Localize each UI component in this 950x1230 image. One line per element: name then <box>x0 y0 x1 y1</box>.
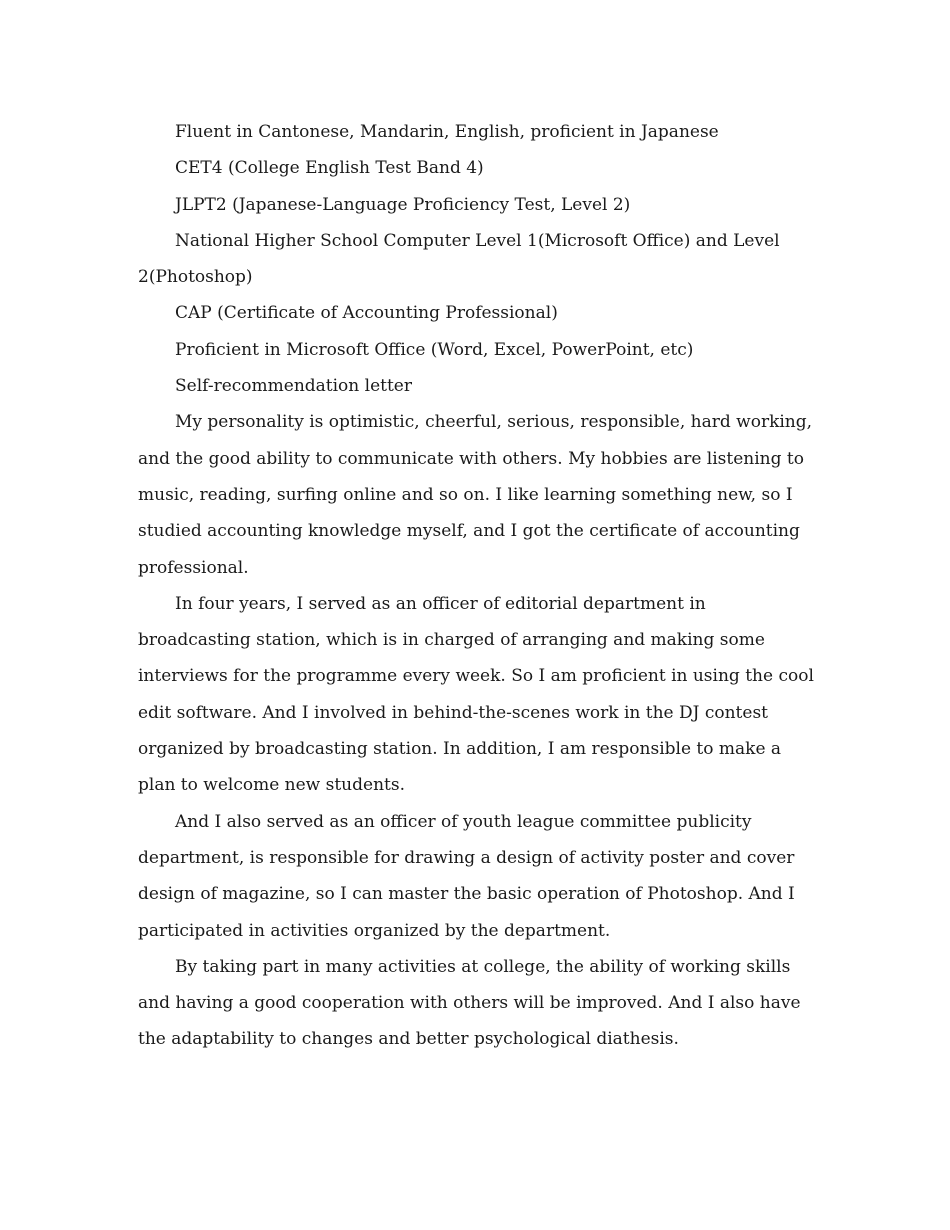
language-skills-line: Fluent in Cantonese, Mandarin, English, proficient in Japanese <box>175 122 719 142</box>
jlpt2-line: JLPT2 (Japanese-Language Proficiency Test, Level 2) <box>175 194 631 215</box>
computer-level-line: National Higher School Computer Level 1(Microsoft Office) and Level 2(Photoshop) <box>138 230 780 288</box>
cet4-line: CET4 (College English Test Band 4) <box>175 158 484 179</box>
office-skills-line: Proficient in Microsoft Office (Word, Excel, PowerPoint, etc) <box>175 339 694 360</box>
personality-paragraph: My personality is optimistic, cheerful, serious, responsible, hard working, and the good ability to communicate with others. My hobbies are listening to music, reading, surfing online and so on. I like learning something new, so I studied accounting knowledge myself, and I got the certificate of accounting professional. <box>138 412 813 578</box>
youth-league-paragraph: And I also served as an officer of youth league committee publicity department, is responsible for drawing a design of activity poster and cover design of magazine, so I can master the basic operation of Photoshop. And I participated in activities organized by the department. <box>138 811 795 941</box>
document-body <box>138 114 818 1058</box>
activities-paragraph: By taking part in many activities at college, the ability of working skills and having a good cooperation with others will be improved. And I also have the adaptability to changes and better psychological diathesis. <box>138 956 801 1050</box>
broadcasting-paragraph: In four years, I served as an officer of editorial department in broadcasting station, which is in charged of arranging and making some interviews for the programme every week. So I am proficient in using the cool edit software. And I involved in behind-the-scenes work in the DJ contest organized by broadcasting station. In addition, I am responsible to make a plan to welcome new students. <box>138 593 814 796</box>
letter-heading: Self-recommendation letter <box>175 376 412 397</box>
cap-line: CAP (Certificate of Accounting Professional) <box>175 303 558 324</box>
